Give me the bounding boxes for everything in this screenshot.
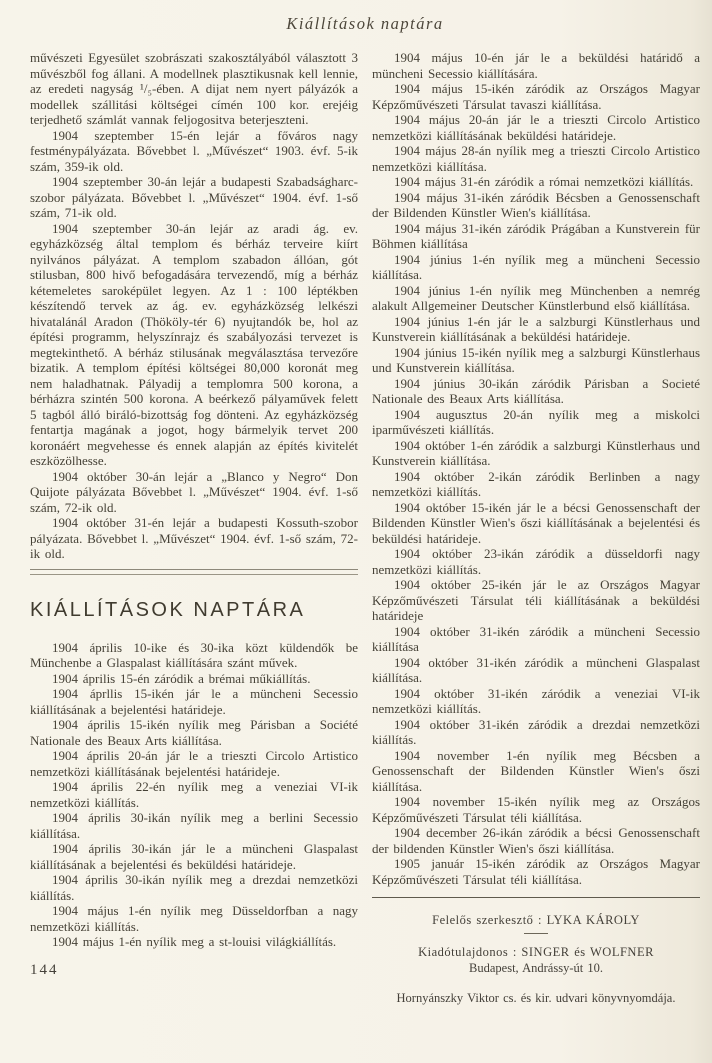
columns — [30, 50, 700, 1006]
section-divider — [30, 569, 358, 575]
calendar-entry: 1904 április 15-ikén nyílik meg Párisban a Société Nationale des Beaux Arts kiállítása. — [30, 717, 358, 748]
dash-divider — [524, 933, 548, 934]
calendar-entry: 1904 május 31-én záródik a római nemzetközi kiállítás. — [394, 174, 694, 189]
calendar-entry: 1904 október 1-én záródik a salzburgi Künstlerhaus und Kunstverein kiállítása. — [372, 437, 700, 468]
calendar-entry: 1904 november 15-ikén nyílik meg az Országos Képzőművészeti Társulat téli kiállítása. — [372, 794, 700, 825]
running-header: Kiállítások naptára — [286, 14, 444, 33]
paragraph: művészeti Egyesület szobrászati szakosztályából választott 3 művészből fog állani. A modellnek plasztikusnak kell lennie, az eredeti nagyság ¹/₅-ében. A dijat nem nyert pályázók a modellek szállitási költségei címén 100 kor. erejéig terjedhető számlát vannak feljogositva beterjeszteni. — [30, 50, 358, 127]
calendar-entry: 1904 április 30-ikán nyílik meg a berlini Secessio kiállítása. — [30, 810, 358, 841]
footer-divider — [372, 897, 700, 898]
right-column — [372, 50, 700, 1006]
right-calendar-entries — [372, 50, 700, 887]
paragraph: 1904 október 31-én lejár a budapesti Kossuth-szobor pályázata. Bővebbet l. „Művészet“ 1904. évf. 1-ső szám, 72-ik old. — [30, 515, 358, 561]
calendar-entry: 1904 október 25-ikén jár le az Országos Magyar Képzőművészeti Társulat téli kiállításának a beküldési határideje — [372, 577, 700, 623]
calendar-entry: 1904 május 31-ikén záródik Prágában a Kunstverein für Böhmen kiállítása — [372, 220, 700, 251]
calendar-entry: 1904 április 15-én záródik a brémai műkiállítás. — [52, 670, 311, 686]
editor-line: Felelős szerkesztő : LYKA KÁROLY — [432, 913, 640, 927]
calendar-entry: 1904 áprllis 15-ikén jár le a müncheni Secessio kiállításának a bejelentési határideje. — [30, 686, 358, 717]
calendar-entry: 1904 április 30-ikán jár le a müncheni Glaspalast kiállításának a bejelentési és beküldési határideje. — [30, 841, 358, 872]
calendar-entry: 1904 május 31-ikén záródik Bécsben a Genossenschaft der Bildenden Künstler Wien's kiállítása. — [372, 189, 700, 220]
paragraph: 1904 szeptember 30-án lejár az aradi ág. ev. egyházközség által templom és bérház terveire kiírt nyilvános pályázat. A templom szabadon állóan, gót stilusban, 800 hivő befogadására tervezendő, míg a bérház kétemeletes saroképület legyen. Az 1 : 100 léptékben készítendő tervek az ág. ev. egyházközség lelkészi hivatalánál Aradon (Thököly-tér 6) nyujtandók be, hol az építési programm, helyszínrajz és szabályozási tervezet is megtekinthető. A bérház stilusának megválasztása tervezőre bizatik. A templom építési költségei 80,000 koronát meg nem haladhatnak. Pályadij a templomra 500 korona, a bérházra szintén 500 korona. A beérkező pályaművek felett 5 tagból álló biráló-bizottság fog dönteni. Az egyházközség fentartja magának a jogot, hogy bármelyik tervet 200 koronáért megvehesse és ennek alapján az építés kivitelét eszközölhesse. — [30, 220, 358, 468]
calendar-entry: 1904 október 23-ikán záródik a düsseldorfi nagy nemzetközi kiállítás. — [372, 546, 700, 577]
left-paragraphs — [30, 50, 358, 562]
calendar-entry: 1904 május 1-én nyílik meg a st-louisi világkiállítás. — [52, 934, 337, 949]
publisher-block — [372, 944, 700, 976]
calendar-entry: 1904 október 31-ikén záródik a drezdai nemzetközi kiállítás. — [372, 716, 700, 747]
calendar-entry: 1904 április 10-ike és 30-ika közt küldendők be Münchenbe a Glaspalast kiállítására szánt művek. — [30, 639, 358, 670]
calendar-entry: 1904 május 20-án jár le a trieszti Circolo Artistico nemzetközi kiállításának beküldési határideje. — [372, 112, 700, 143]
calendar-entry: 1904 október 2-ikán záródik Berlinben a nagy nemzetközi kiállítás. — [372, 468, 700, 499]
calendar-entry: 1904 június 1-én jár le a salzburgi Künstlerhaus und Kunstverein kiállításának a beküldési határideje. — [372, 313, 700, 344]
calendar-entry: 1904 október 15-ikén jár le a bécsi Genossenschaft der Bildenden Künstler Wien's őszi kiállításának a bejelentési és beküldési határideje. — [372, 499, 700, 546]
calendar-entry: 1904 április 22-én nyílik meg a veneziai VI-ik nemzetközi kiállítás. — [30, 779, 358, 810]
calendar-entry: 1904 augusztus 20-án nyílik meg a miskolci iparművészeti kiállítás. — [372, 406, 700, 437]
calendar-entry: 1904 május 1-én nyílik meg Düsseldorfban a nagy nemzetközi kiállítás. — [30, 903, 358, 934]
calendar-entry: 1904 május 28-án nyílik meg a trieszti Circolo Artistico nemzetközi kiállítása. — [372, 143, 700, 174]
publisher-address: Budapest, Andrássy-út 10. — [469, 961, 603, 975]
colophon — [372, 912, 700, 1006]
paragraph: 1904 szeptember 30-án lejár a budapesti Szabadságharc-szobor pályázata. Bővebbet l. „Művészet“ 1904. évf. 1-ső szám, 71-ik old. — [30, 174, 358, 220]
calendar-entry: 1904 december 26-ikán záródik a bécsi Genossenschaft der bildenden Künstler Wien's őszi kiállítása. — [372, 825, 700, 856]
section-heading: KIÁLLÍTÁSOK NAPTÁRA — [30, 598, 306, 621]
printer-line: Hornyánszky Viktor cs. és kir. udvari könyvnyomdája. — [396, 991, 676, 1005]
page-number: 144 — [30, 961, 59, 978]
calendar-entry: 1905 január 15-ikén záródik az Országos Magyar Képzőművészeti Társulat téli kiállítása. — [372, 856, 700, 887]
calendar-entry: 1904 június 1-én nyílik meg Münchenben a nemrég alakult Allgemeiner Deutscher Künstlerbund első kiállítása. — [372, 282, 700, 313]
left-calendar-entries — [30, 640, 358, 950]
calendar-entry: 1904 október 31-ikén záródik a veneziai VI-ik nemzetközi kiállítás. — [372, 685, 700, 716]
paragraph: 1904 szeptember 15-én lejár a főváros nagy festménypályázata. Bővebbet l. „Művészet“ 1903. évf. 5-ik szám, 359-ik old. — [30, 127, 358, 174]
publisher-line: Kiadótulajdonos : SINGER és WOLFNER — [418, 945, 654, 959]
calendar-entry: 1904 április 30-ikán nyílik meg a drezdai nemzetközi kiállítás. — [30, 872, 358, 903]
calendar-entry: 1904 október 31-ikén záródik a müncheni Glaspalast kiállítása. — [372, 654, 700, 685]
calendar-entry: 1904 június 1-én nyílik meg a müncheni Secessio kiállítása. — [372, 251, 700, 282]
calendar-entry: 1904 május 10-én jár le a beküldési határidő a müncheni Secessio kiállítására. — [372, 50, 700, 81]
paragraph: 1904 október 30-án lejár a „Blanco y Negro“ Don Quijote pályázata Bővebbet l. „Művészet“ 1904. évf. 1-ső szám, 72-ik old. — [30, 468, 358, 515]
left-column — [30, 50, 358, 1006]
calendar-entry: 1904 október 31-ikén záródik a müncheni Secessio kiállítása — [372, 623, 700, 654]
calendar-entry: 1904 április 20-án jár le a trieszti Circolo Artistico nemzetközi kiállításának bejelentési határideje. — [30, 748, 358, 779]
calendar-entry: 1904 november 1-én nyílik meg Bécsben a Genossenschaft der Bildenden Künstler Wien's őszi kiállítása. — [372, 747, 700, 794]
calendar-entry: 1904 június 30-ikán záródik Párisban a Societé Nationale des Beaux Arts kiállítása. — [372, 375, 700, 406]
calendar-entry: 1904 május 15-ikén záródik az Országos Magyar Képzőművészeti Társulat tavaszi kiállítása. — [372, 81, 700, 112]
calendar-entry: 1904 június 15-ikén nyílik meg a salzburgi Künstlerhaus und Kunstverein kiállítása. — [372, 344, 700, 375]
